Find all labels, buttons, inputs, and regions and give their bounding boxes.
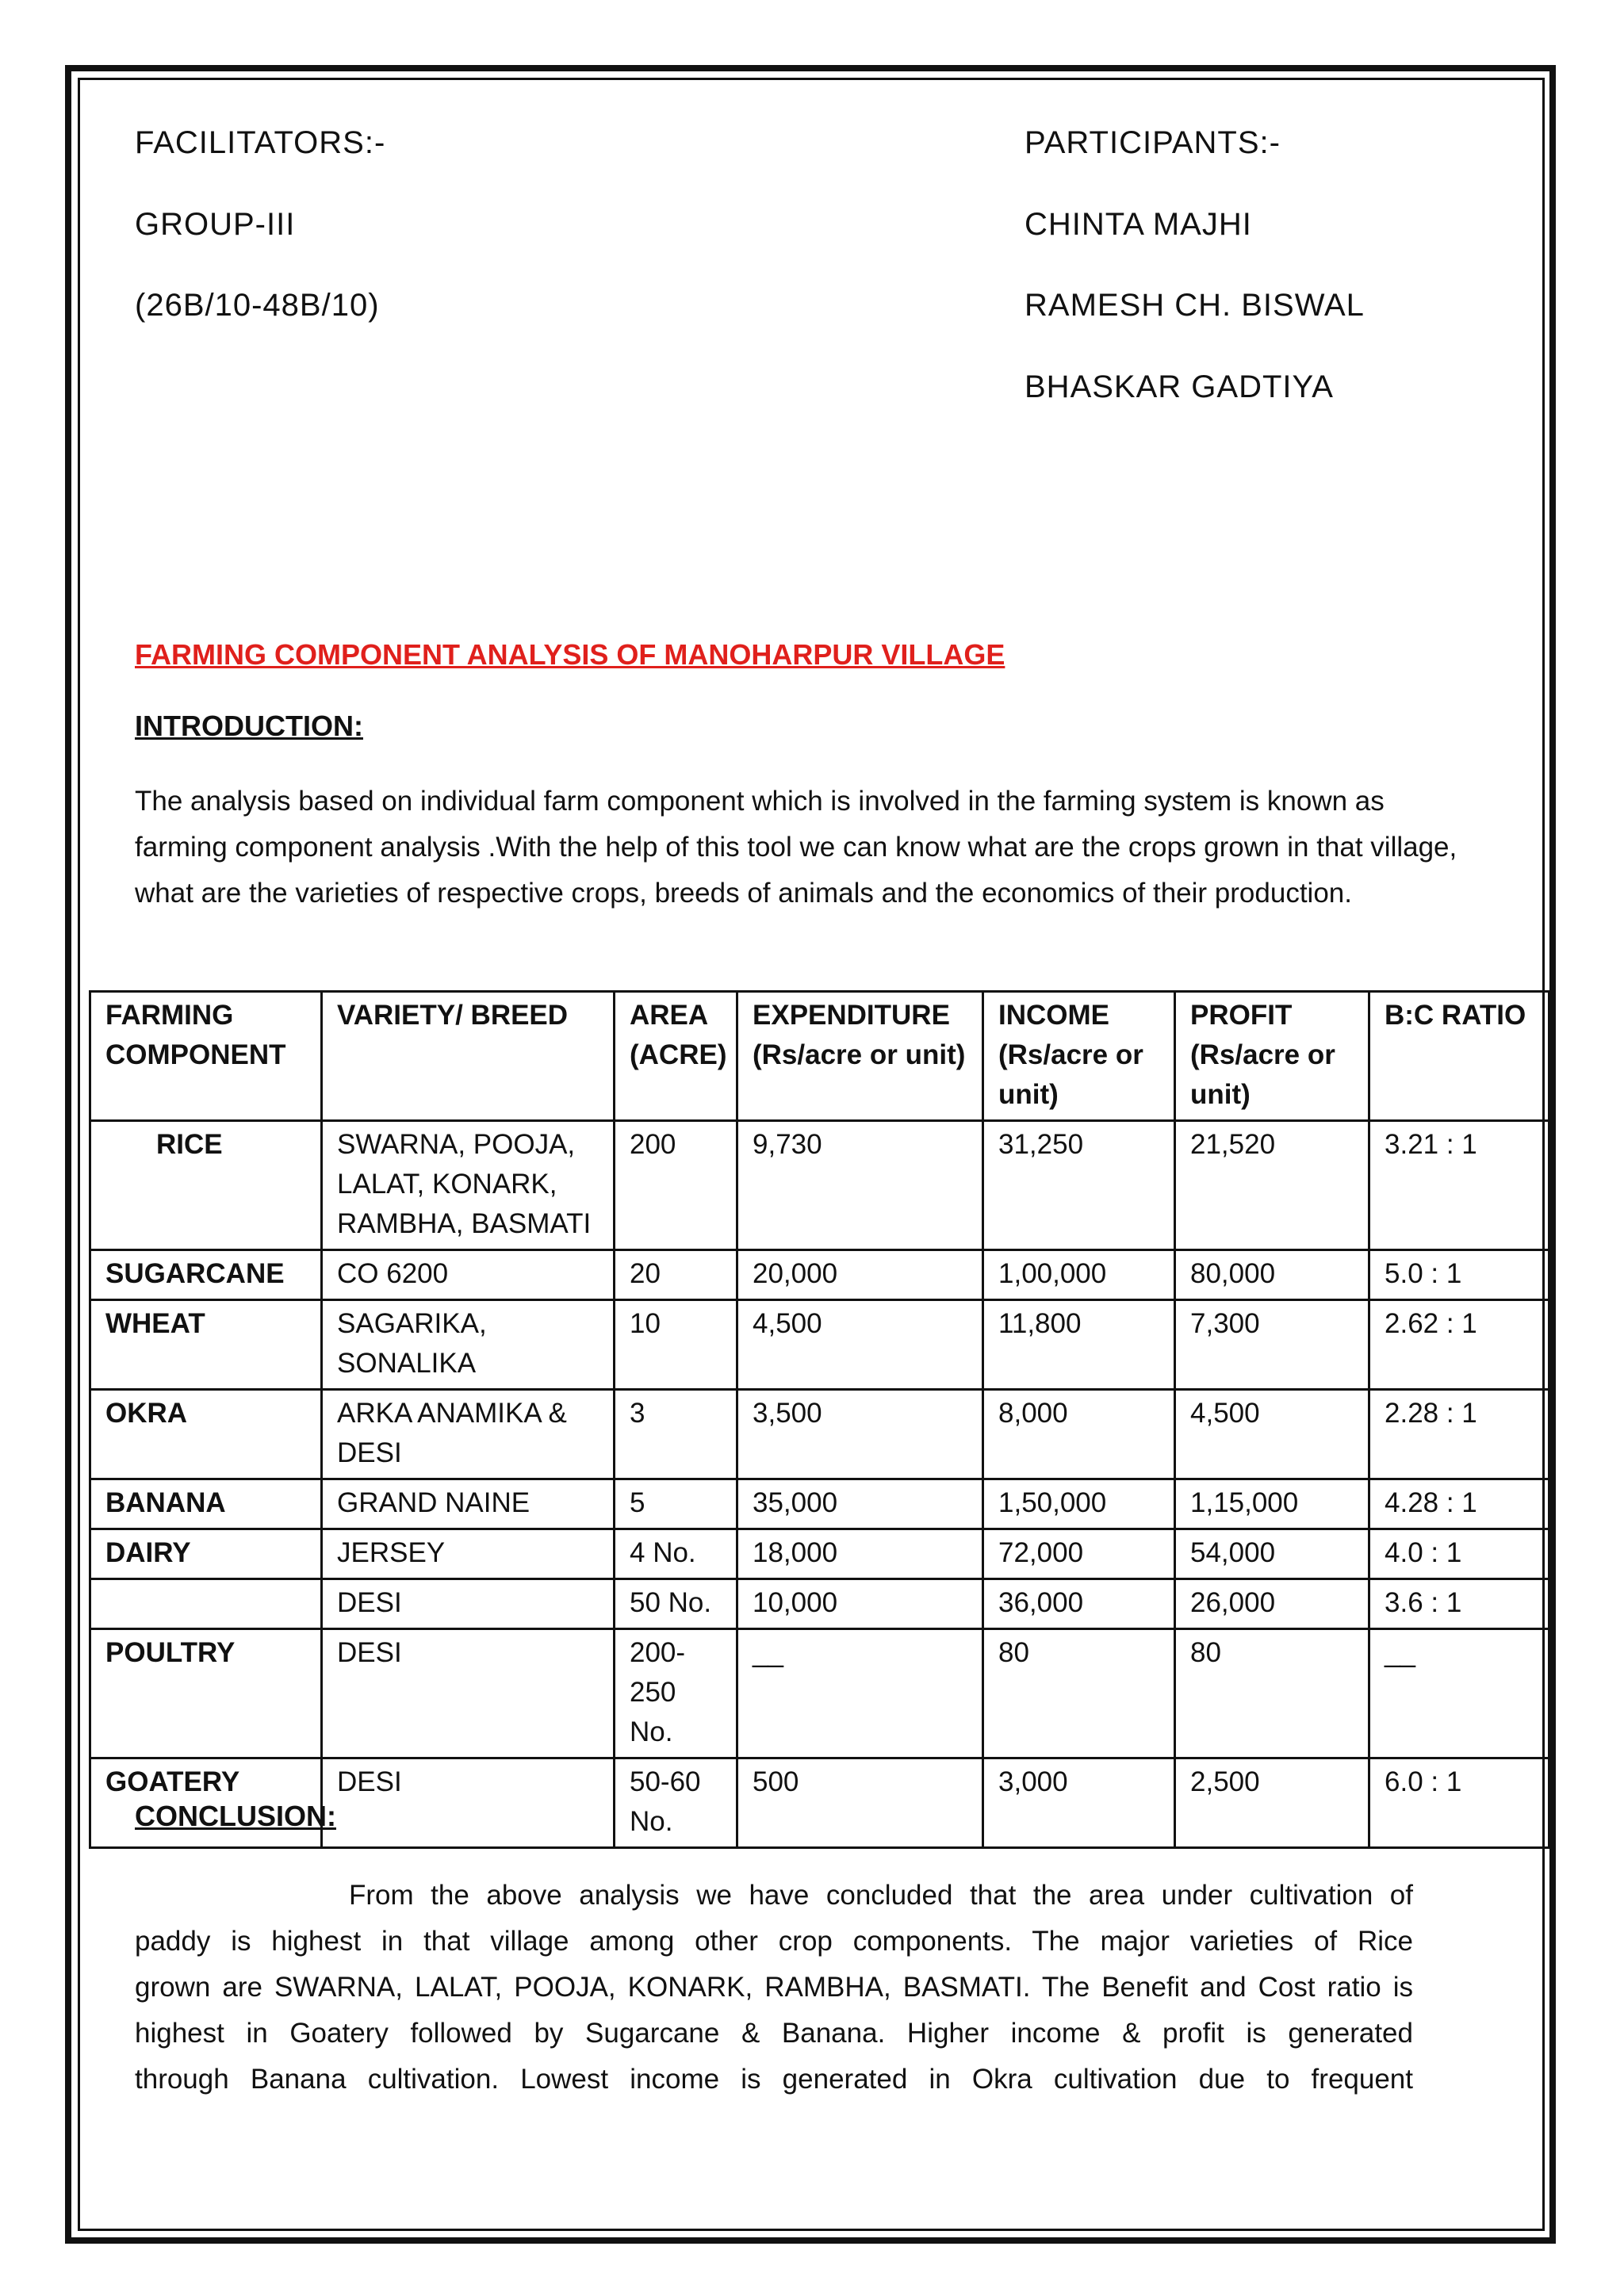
variety-cell: JERSEY: [322, 1529, 615, 1579]
participant-name: CHINTA MAJHI: [1025, 207, 1252, 242]
table-row: [90, 1250, 1549, 1300]
income-cell: 8,000: [983, 1390, 1175, 1479]
bc-ratio-cell: 4.0 : 1: [1369, 1529, 1549, 1579]
introduction-text: The analysis based on individual farm component which is involved in the farming system is known as farming component analysis .With the help of this tool we can know what are the crops grown in that village, what are the varieties of respective crops, breeds of animals and the economics of their production.: [135, 786, 1457, 909]
profit-cell: 26,000: [1175, 1579, 1369, 1629]
participant-name: RAMESH CH. BISWAL: [1025, 288, 1365, 323]
table-row: [90, 1479, 1549, 1529]
area-cell: 5: [615, 1479, 737, 1529]
table-row: [90, 1390, 1549, 1479]
profit-cell: 7,300: [1175, 1300, 1369, 1390]
component-cell: [90, 1579, 322, 1629]
area-cell: 4 No.: [615, 1529, 737, 1579]
income-cell: 31,250: [983, 1121, 1175, 1250]
header-cell: AREA (ACRE): [615, 992, 737, 1121]
expenditure-cell: 35,000: [737, 1479, 983, 1529]
introduction-heading: INTRODUCTION:: [135, 710, 363, 742]
roll-range: (26B/10-48B/10): [135, 288, 380, 323]
component-cell: POULTRY: [90, 1629, 322, 1758]
table-row: [90, 1121, 1549, 1250]
variety-cell: CO 6200: [322, 1250, 615, 1300]
profit-cell: 80,000: [1175, 1250, 1369, 1300]
profit-cell: 4,500: [1175, 1390, 1369, 1479]
component-cell: GOATERY: [90, 1758, 322, 1848]
conclusion-line: highest in Goatery followed by Sugarcane & Banana. Higher income & profit is generated: [135, 2018, 1413, 2049]
profit-cell: 80: [1175, 1629, 1369, 1758]
expenditure-cell: 500: [737, 1758, 983, 1848]
conclusion-line: through Banana cultivation. Lowest income is generated in Okra cultivation due to frequent: [135, 2064, 1413, 2095]
income-cell: 1,00,000: [983, 1250, 1175, 1300]
participants-label: PARTICIPANTS:-: [1025, 125, 1281, 160]
area-cell: 200-250 No.: [615, 1629, 737, 1758]
table-row: [90, 1579, 1549, 1629]
table-row: [90, 1629, 1549, 1758]
component-cell: SUGARCANE: [90, 1250, 322, 1300]
header-cell: FARMING COMPONENT: [90, 992, 322, 1121]
farming-component-table: [89, 990, 1550, 1849]
conclusion-line: grown are SWARNA, LALAT, POOJA, KONARK, RAMBHA, BASMATI. The Benefit and Cost ratio is: [135, 1972, 1413, 2003]
profit-cell: 2,500: [1175, 1758, 1369, 1848]
bc-ratio-cell: 3.21 : 1: [1369, 1121, 1549, 1250]
document-title: FARMING COMPONENT ANALYSIS OF MANOHARPUR VILLAGE: [135, 638, 1005, 671]
bc-ratio-cell: 2.28 : 1: [1369, 1390, 1549, 1479]
expenditure-cell: 9,730: [737, 1121, 983, 1250]
header-cell: INCOME (Rs/acre or unit): [983, 992, 1175, 1121]
variety-cell: ARKA ANAMIKA & DESI: [322, 1390, 615, 1479]
variety-cell: DESI: [322, 1629, 615, 1758]
income-cell: 36,000: [983, 1579, 1175, 1629]
expenditure-cell: 3,500: [737, 1390, 983, 1479]
area-cell: 20: [615, 1250, 737, 1300]
component-cell: OKRA: [90, 1390, 322, 1479]
table-header-row: [90, 992, 1549, 1121]
header-cell: PROFIT (Rs/acre or unit): [1175, 992, 1369, 1121]
header-cell: B:C RATIO: [1369, 992, 1549, 1121]
area-cell: 50 No.: [615, 1579, 737, 1629]
component-cell: BANANA: [90, 1479, 322, 1529]
bc-ratio-cell: 3.6 : 1: [1369, 1579, 1549, 1629]
expenditure-cell: 18,000: [737, 1529, 983, 1579]
conclusion-line: From the above analysis we have concluded that the area under cultivation of: [349, 1880, 1413, 1911]
profit-cell: 1,15,000: [1175, 1479, 1369, 1529]
table-row: [90, 1529, 1549, 1579]
variety-cell: SAGARIKA, SONALIKA: [322, 1300, 615, 1390]
area-cell: 50-60 No.: [615, 1758, 737, 1848]
group-name: GROUP-III: [135, 207, 296, 242]
income-cell: 80: [983, 1629, 1175, 1758]
variety-cell: DESI: [322, 1579, 615, 1629]
income-cell: 72,000: [983, 1529, 1175, 1579]
variety-cell: DESI: [322, 1758, 615, 1848]
component-cell: WHEAT: [90, 1300, 322, 1390]
expenditure-cell: __: [737, 1629, 983, 1758]
conclusion-line: paddy is highest in that village among other crop components. The major varieties of Rice: [135, 1926, 1413, 1957]
facilitators-label: FACILITATORS:-: [135, 125, 386, 160]
variety-cell: SWARNA, POOJA, LALAT, KONARK, RAMBHA, BASMATI: [322, 1121, 615, 1250]
variety-cell: GRAND NAINE: [322, 1479, 615, 1529]
participant-name: BHASKAR GADTIYA: [1025, 369, 1334, 404]
area-cell: 3: [615, 1390, 737, 1479]
bc-ratio-cell: 4.28 : 1: [1369, 1479, 1549, 1529]
area-cell: 10: [615, 1300, 737, 1390]
area-cell: 200: [615, 1121, 737, 1250]
income-cell: 3,000: [983, 1758, 1175, 1848]
expenditure-cell: 20,000: [737, 1250, 983, 1300]
profit-cell: 21,520: [1175, 1121, 1369, 1250]
bc-ratio-cell: 5.0 : 1: [1369, 1250, 1549, 1300]
bc-ratio-cell: 6.0 : 1: [1369, 1758, 1549, 1848]
income-cell: 1,50,000: [983, 1479, 1175, 1529]
expenditure-cell: 10,000: [737, 1579, 983, 1629]
bc-ratio-cell: __: [1369, 1629, 1549, 1758]
conclusion-text: [135, 1873, 1413, 2103]
income-cell: 11,800: [983, 1300, 1175, 1390]
conclusion-heading: CONCLUSION:: [135, 1800, 336, 1832]
component-cell: DAIRY: [90, 1529, 322, 1579]
table-row: [90, 1300, 1549, 1390]
header-cell: EXPENDITURE (Rs/acre or unit): [737, 992, 983, 1121]
bc-ratio-cell: 2.62 : 1: [1369, 1300, 1549, 1390]
component-cell: RICE: [90, 1121, 322, 1250]
expenditure-cell: 4,500: [737, 1300, 983, 1390]
header-cell: VARIETY/ BREED: [322, 992, 615, 1121]
profit-cell: 54,000: [1175, 1529, 1369, 1579]
